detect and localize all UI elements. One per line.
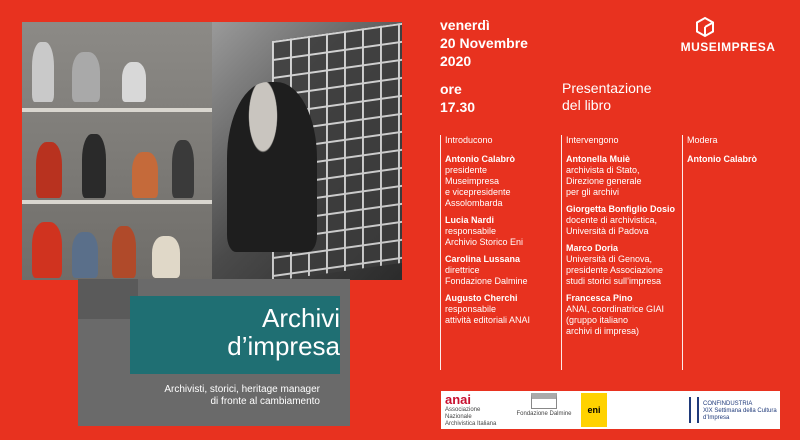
confindustria-subtitle: XIX Settimana della Cultura d’Impresa (703, 408, 777, 421)
design-objects-shelves (22, 22, 222, 280)
speaker (687, 154, 787, 165)
design-object (72, 52, 100, 102)
speaker (566, 154, 684, 198)
speaker (566, 204, 684, 237)
speaker (445, 154, 557, 209)
design-object (32, 42, 54, 102)
speaker-role: direttrice Fondazione Dalmine (445, 265, 528, 286)
speaker-name: Marco Doria (566, 243, 619, 253)
speaker-role: responsabile attività editoriali ANAI (445, 304, 531, 325)
speaker (445, 254, 557, 287)
anai-logo (445, 393, 507, 427)
speaker-role: ANAI, coordinatrice GIAI (gruppo italiano archivi di impresa) (566, 304, 665, 336)
event-time (440, 80, 475, 116)
confindustria-icon (689, 397, 699, 423)
speaker-name: Augusto Cherchi (445, 293, 518, 303)
card-decoration (78, 279, 138, 319)
event-type-line-2: del libro (562, 97, 612, 113)
sponsor-strip (441, 391, 780, 429)
speaker-role: docente di archivistica, Università di Padova (566, 215, 658, 236)
shelf (22, 200, 222, 204)
speaker-name: Antonio Calabrò (687, 154, 757, 164)
confindustria-text (703, 401, 777, 422)
speaker (445, 293, 557, 326)
confindustria-title: CONFINDUSTRIA (703, 401, 753, 407)
design-object (112, 226, 136, 278)
column-divider (561, 135, 562, 370)
column-heading: Introducono (445, 135, 493, 145)
book-subtitle-line-1: Archivisti, storici, heritage manager (164, 384, 320, 395)
book-subtitle-line-2: di fronte al cambiamento (210, 396, 320, 407)
speaker-name: Antonio Calabrò (445, 154, 515, 164)
speaker-name: Giorgetta Bonfiglio Dosio (566, 204, 675, 214)
event-type-line-1: Presentazione (562, 80, 652, 96)
design-object (82, 134, 106, 198)
speaker-role: presidente Museimpresa e vicepresidente Assolombarda (445, 165, 511, 208)
book-title (150, 304, 340, 360)
design-object (122, 62, 146, 102)
hero-photo (22, 22, 402, 280)
column-modera (687, 135, 787, 171)
speaker (566, 243, 684, 287)
museimpresa-logo-text: MUSEIMPRESA (680, 40, 776, 54)
anai-logo-text: anai (445, 392, 472, 407)
column-intervengono (566, 135, 684, 343)
book-subtitle (110, 384, 320, 408)
event-time-label: ore (440, 81, 462, 97)
fondazione-dalmine-text: Fondazione Dalmine (516, 411, 572, 417)
book-title-line-2: d’impresa (227, 331, 340, 361)
speaker-name: Lucia Nardi (445, 215, 495, 225)
event-day-month: 20 Novembre (440, 35, 528, 51)
confindustria-logo (689, 393, 777, 427)
cube-logo-icon (694, 16, 716, 38)
column-introducono (445, 135, 557, 332)
speaker (445, 215, 557, 248)
speaker-role: archivista di Stato, Direzione generale per gli archivi (566, 165, 642, 197)
fondazione-dalmine-logo (513, 393, 575, 427)
event-time-value: 17.30 (440, 99, 476, 115)
column-heading: Intervengono (566, 135, 619, 145)
anai-logo-caption: Associazione Nazionale Archivistica Italiana (445, 407, 497, 427)
column-divider (440, 135, 441, 370)
column-heading: Modera (687, 135, 718, 145)
speaker-role: responsabile Archivio Storico Eni (445, 226, 524, 247)
shelf (22, 108, 222, 112)
design-object (72, 232, 98, 278)
speaker-name: Carolina Lussana (445, 254, 521, 264)
building-icon (531, 393, 557, 409)
design-object (32, 222, 62, 278)
speaker-role: Università di Genova, presidente Associazione studi storici sull’impresa (566, 254, 664, 286)
event-type (562, 80, 652, 114)
design-object (36, 142, 62, 198)
event-day: venerdì (440, 17, 490, 33)
archivist-figure (227, 82, 317, 252)
speaker-name: Antonella Muiè (566, 154, 631, 164)
event-year: 2020 (440, 53, 472, 69)
speaker-name: Francesca Pino (566, 293, 633, 303)
speaker (566, 293, 684, 337)
event-date (440, 16, 528, 70)
eni-logo: eni (581, 393, 607, 427)
book-title-line-1: Archivi (261, 303, 340, 333)
design-object (172, 140, 194, 198)
design-object (132, 152, 158, 198)
design-object (152, 236, 180, 278)
